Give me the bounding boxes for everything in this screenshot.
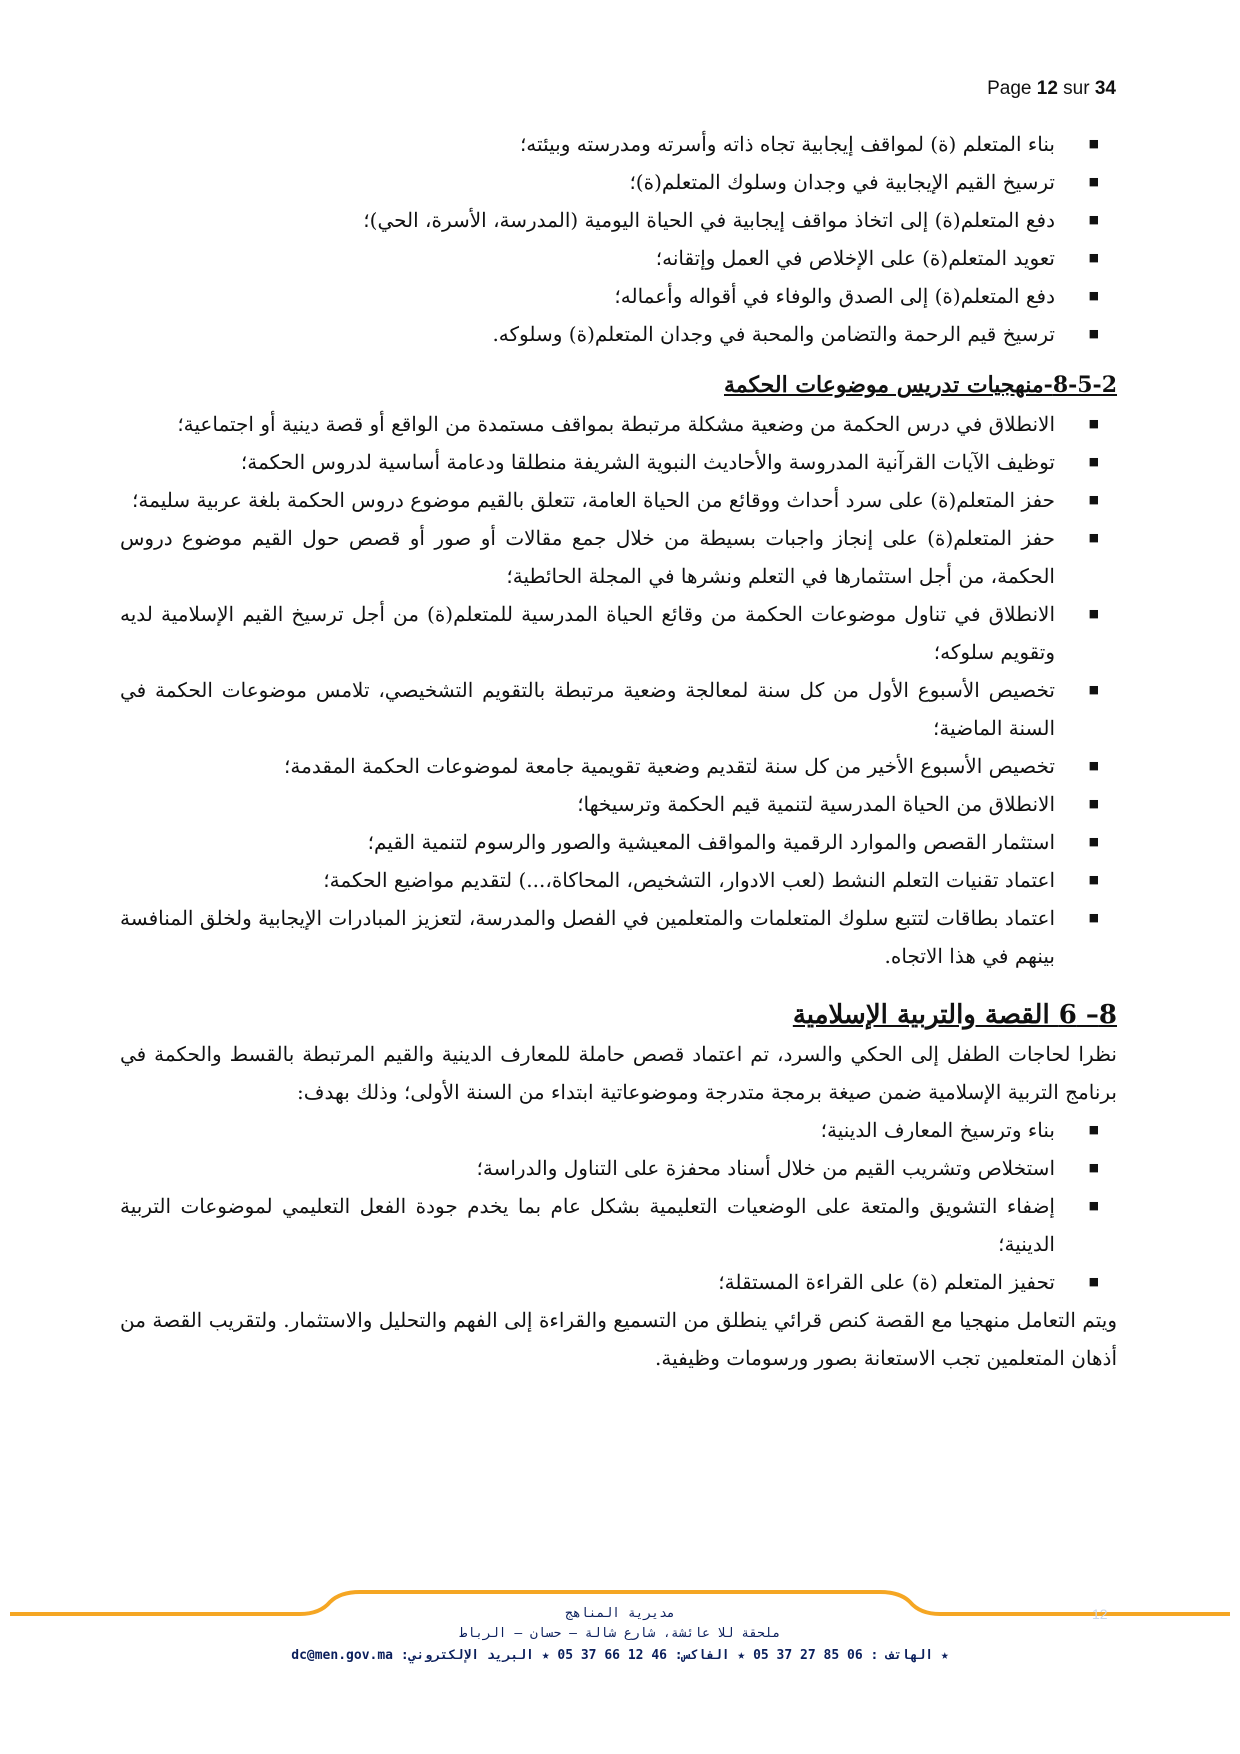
footer-address: ملحقة للا عائشة، شارع شالة – حسان – الرباط bbox=[459, 1626, 781, 1641]
page-number bbox=[987, 78, 1116, 100]
list-item: ■ تخصيص الأسبوع الأخير من كل سنة لتقديم وضعية تقويمية جامعة لموضوعات الحكمة المقدمة؛ bbox=[120, 747, 1117, 785]
list-item: ■ دفع المتعلم(ة) إلى اتخاذ مواقف إيجابية في الحياة اليومية (المدرسة، الأسرة، الحي)؛ bbox=[120, 201, 1117, 239]
list-item: ■ حفز المتعلم(ة) على إنجاز واجبات بسيطة من خلال جمع مقالات أو صور أو قصص حول القيم موضوع دروس الحكمة، من أجل استثمارها في التعلم ونشرها في المجلة الحائطية؛ bbox=[120, 519, 1117, 595]
list-item: ■ دفع المتعلم(ة) إلى الصدق والوفاء في أقواله وأعماله؛ bbox=[120, 277, 1117, 315]
list-item: ■ استخلاص وتشريب القيم من خلال أسناد محفزة على التناول والدراسة؛ bbox=[120, 1149, 1117, 1187]
list-item: ■ تعويد المتعلم(ة) على الإخلاص في العمل وإتقانه؛ bbox=[120, 239, 1117, 277]
list-item: ■ اعتماد بطاقات لتتبع سلوك المتعلمات والمتعلمين في الفصل والمدرسة، لتعزيز المبادرات الإيجابية ولخلق المنافسة بينهم في هذا الاتجاه. bbox=[120, 899, 1117, 975]
list-item: ■ بناء المتعلم (ة) لمواقف إيجابية تجاه ذاته وأسرته ومدرسته وبيئته؛ bbox=[120, 125, 1117, 163]
paragraph-closing: ويتم التعامل منهجيا مع القصة كنص قرائي ينطلق من التسميع والقراءة إلى الفهم والتحليل والاستثمار. ولتقريب القصة من أذهان المتعلمين تجب الاستعانة بصور ورسومات وظيفية. bbox=[120, 1308, 1117, 1370]
list-item: ■ توظيف الآيات القرآنية المدروسة والأحاديث النبوية الشريفة منطلقا ودعامة أساسية لدروس الحكمة؛ bbox=[120, 443, 1117, 481]
list-item: ■ حفز المتعلم(ة) على سرد أحداث ووقائع من الحياة العامة، تتعلق بالقيم موضوع دروس الحكمة بلغة عربية سليمة؛ bbox=[120, 481, 1117, 519]
page-prefix: Page bbox=[987, 78, 1032, 99]
list-item: ■ بناء وترسيخ المعارف الدينية؛ bbox=[120, 1111, 1117, 1149]
list-item: ■ تحفيز المتعلم (ة) على القراءة المستقلة؛ bbox=[120, 1263, 1117, 1301]
methodologies-list bbox=[120, 405, 1117, 975]
list-item: ■ ترسيخ القيم الإيجابية في وجدان وسلوك المتعلم(ة)؛ bbox=[120, 163, 1117, 201]
list-item: ■ الانطلاق في تناول موضوعات الحكمة من وقائع الحياة المدرسية للمتعلم(ة) من أجل ترسيخ القيم الإسلامية لديه وتقويم سلوكه؛ bbox=[120, 595, 1117, 671]
page-current: 12 bbox=[1036, 78, 1058, 99]
list-item: ■ الانطلاق في درس الحكمة من وضعية مشكلة مرتبطة بمواقف مستمدة من الواقع أو قصة دينية أو اجتماعية؛ bbox=[120, 405, 1117, 443]
footer-ghost-page-number: 12 bbox=[1092, 1606, 1108, 1622]
list-item: ■ ترسيخ قيم الرحمة والتضامن والمحبة في وجدان المتعلم(ة) وسلوكه. bbox=[120, 315, 1117, 353]
document-body bbox=[120, 125, 1117, 1377]
page-total: 34 bbox=[1094, 78, 1116, 99]
footer-directorate: مديرية المناهج bbox=[565, 1606, 675, 1621]
paragraph-intro: نظرا لحاجات الطفل إلى الحكي والسرد، تم اعتماد قصص حاملة للمعارف الدينية والقيم المرتبطة بالقسط والحكمة في برنامج التربية الإسلامية ضمن صيغة برمجة متدرجة وموضوعاتية ابتداء من السنة الأولى؛ وذلك بهدف: bbox=[120, 1042, 1117, 1104]
objectives-list bbox=[120, 125, 1117, 353]
list-item: ■ استثمار القصص والموارد الرقمية والمواقف المعيشية والصور والرسوم لتنمية القيم؛ bbox=[120, 823, 1117, 861]
footer-contact: ★ الهاتف : 06 85 27 37 05 ★ الفاكس: 46 12 66 37 05 ★ البريد الإلكتروني: dc@men.gov.ma bbox=[291, 1648, 949, 1663]
list-item: ■ تخصيص الأسبوع الأول من كل سنة لمعالجة وضعية مرتبطة بالتقويم التشخيصي، تلامس موضوعات الحكمة في السنة الماضية؛ bbox=[120, 671, 1117, 747]
section-heading-story: 8– 6 القصة والتربية الإسلامية bbox=[792, 1000, 1117, 1030]
story-goals-list bbox=[120, 1111, 1117, 1301]
section-heading-methodologies: 8-5-2-منهجيات تدريس موضوعات الحكمة bbox=[724, 372, 1117, 398]
page-sep: sur bbox=[1063, 78, 1090, 99]
list-item: ■ الانطلاق من الحياة المدرسية لتنمية قيم الحكمة وترسيخها؛ bbox=[120, 785, 1117, 823]
list-item: ■ إضفاء التشويق والمتعة على الوضعيات التعليمية بشكل عام بما يخدم جودة الفعل التعليمي لموضوعات التربية الدينية؛ bbox=[120, 1187, 1117, 1263]
list-item: ■ اعتماد تقنيات التعلم النشط (لعب الادوار، التشخيص، المحاكاة،...) لتقديم مواضيع الحكمة؛ bbox=[120, 861, 1117, 899]
